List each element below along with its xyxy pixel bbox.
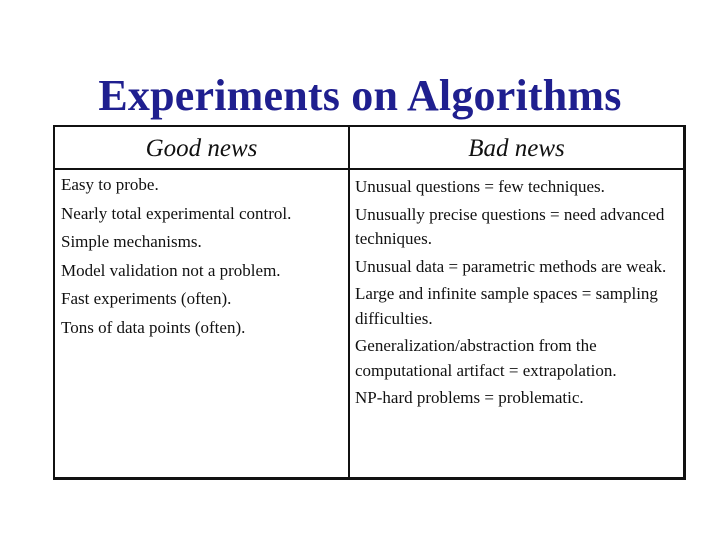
good-news-item: Nearly total experimental control. [61, 203, 292, 223]
good-news-header: Good news [145, 135, 258, 162]
slide-title: Experiments on Algorithms [98, 71, 622, 120]
bad-news-item: Unusually precise questions = need advanced techniques. [355, 204, 665, 248]
bad-news-item: NP-hard problems = problematic. [355, 388, 584, 407]
bad-news-item: Unusual data = parametric methods are weak. [355, 256, 667, 276]
bad-news-item: Generalization/abstraction from the computational artifact = extrapolation. [355, 336, 617, 380]
bad-news-item: Large and infinite sample spaces = sampling difficulties. [355, 284, 658, 328]
good-news-item: Tons of data points (often). [61, 317, 246, 337]
header-divider [55, 168, 683, 170]
good-news-list [61, 175, 343, 346]
column-divider [348, 127, 350, 477]
bad-news-list [355, 175, 677, 414]
news-table [53, 125, 686, 480]
good-news-item: Simple mechanisms. [61, 232, 202, 251]
bad-news-header: Bad news [468, 135, 565, 162]
good-news-item: Model validation not a problem. [61, 260, 281, 280]
good-news-item: Fast experiments (often). [61, 289, 232, 308]
bad-news-item: Unusual questions = few techniques. [355, 177, 605, 196]
good-news-item: Easy to probe. [61, 175, 159, 194]
